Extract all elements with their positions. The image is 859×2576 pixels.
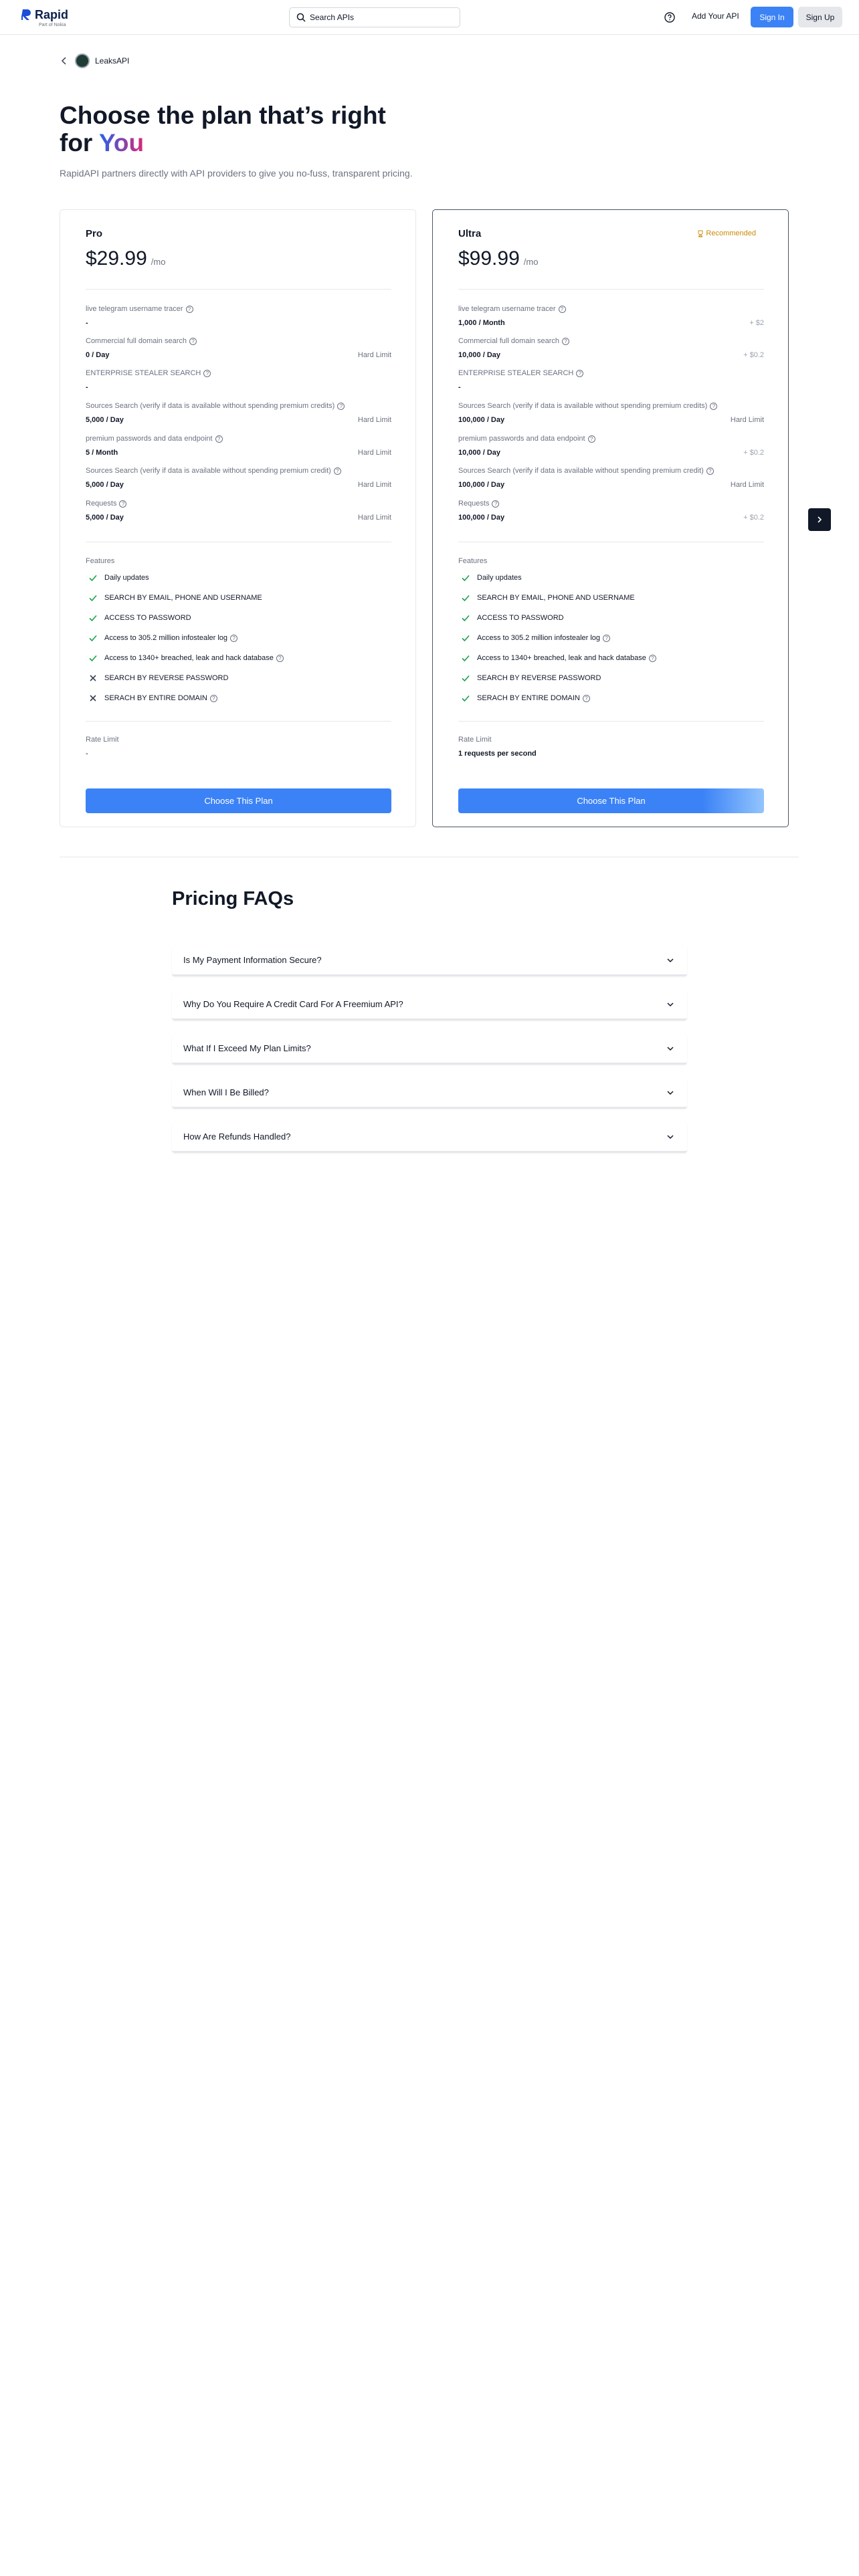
metric-limit: Hard Limit xyxy=(730,416,764,424)
feature-item xyxy=(88,693,217,704)
sign-up-button[interactable]: Sign Up xyxy=(798,7,842,27)
metric-row xyxy=(458,402,764,431)
feature-label: SEARCH BY EMAIL, PHONE AND USERNAME xyxy=(477,594,635,602)
metric-value: 1,000 / Month xyxy=(458,319,505,327)
info-icon[interactable]: ? xyxy=(337,403,345,410)
recommended-badge xyxy=(693,227,760,240)
metric-row xyxy=(458,467,764,496)
trophy-icon xyxy=(697,230,704,237)
faq-title: Pricing FAQs xyxy=(172,888,294,909)
metric-overage: + $2 xyxy=(749,319,764,327)
feature-item xyxy=(88,673,228,683)
check-icon xyxy=(88,653,98,663)
feature-item xyxy=(88,653,284,663)
metric-name: Commercial full domain search xyxy=(86,337,187,345)
info-icon[interactable]: ? xyxy=(562,338,569,345)
metric-value: 5,000 / Day xyxy=(86,481,124,489)
feature-item xyxy=(461,673,601,683)
feature-item xyxy=(88,593,262,603)
metric-value: 10,000 / Day xyxy=(458,449,500,457)
feature-label: SERACH BY ENTIRE DOMAIN xyxy=(104,694,207,702)
chevron-down-icon xyxy=(666,1044,675,1053)
info-icon[interactable]: ? xyxy=(559,306,566,313)
info-icon[interactable]: ? xyxy=(588,435,595,443)
search-input[interactable] xyxy=(289,7,460,27)
feature-item xyxy=(461,613,564,623)
info-icon[interactable]: ? xyxy=(186,306,193,313)
metric-name: Sources Search (verify if data is available without spending premium credit) xyxy=(458,467,704,475)
metric-value: 5,000 / Day xyxy=(86,514,124,522)
metric-overage: + $0.2 xyxy=(743,351,764,359)
rapid-logo[interactable] xyxy=(21,8,69,27)
feature-item xyxy=(88,613,191,623)
info-icon[interactable]: ? xyxy=(334,467,341,475)
info-icon[interactable]: ? xyxy=(119,500,126,508)
feature-label: SEARCH BY REVERSE PASSWORD xyxy=(477,674,601,682)
faq-question: What If I Exceed My Plan Limits? xyxy=(183,1043,311,1053)
check-icon xyxy=(461,653,470,663)
faq-question: How Are Refunds Handled? xyxy=(183,1132,291,1142)
check-icon xyxy=(461,693,470,703)
faq-question: Is My Payment Information Secure? xyxy=(183,955,322,965)
metric-value: - xyxy=(86,383,88,391)
plan-price xyxy=(86,247,165,270)
metric-row xyxy=(458,500,764,529)
price-period: /mo xyxy=(523,257,539,267)
divider xyxy=(458,289,764,290)
info-icon[interactable]: ? xyxy=(230,635,237,642)
brand-tagline: Part of Nokia xyxy=(39,23,66,27)
info-icon[interactable]: ? xyxy=(583,695,590,702)
metric-row xyxy=(458,435,764,464)
feature-label: Daily updates xyxy=(104,574,149,582)
faq-question: Why Do You Require A Credit Card For A Freemium API? xyxy=(183,999,403,1009)
plan-price xyxy=(458,247,538,270)
info-icon[interactable]: ? xyxy=(215,435,223,443)
metric-value: 100,000 / Day xyxy=(458,514,505,522)
feature-label: ACCESS TO PASSWORD xyxy=(104,614,191,622)
next-plan-button[interactable] xyxy=(808,508,831,531)
check-icon xyxy=(88,613,98,623)
feature-label: ACCESS TO PASSWORD xyxy=(477,614,564,622)
rate-limit-title: Rate Limit xyxy=(458,736,492,744)
metric-row xyxy=(458,369,764,399)
search-placeholder: Search APIs xyxy=(310,13,355,22)
info-icon[interactable]: ? xyxy=(706,467,714,475)
metric-value: 0 / Day xyxy=(86,351,110,359)
info-icon[interactable]: ? xyxy=(210,695,217,702)
plan-card-ultra xyxy=(432,209,789,827)
metric-overage: + $0.2 xyxy=(743,449,764,457)
choose-plan-button[interactable]: Choose This Plan xyxy=(458,788,764,813)
metric-name: Sources Search (verify if data is available without spending premium credits) xyxy=(86,402,335,410)
metric-name: premium passwords and data endpoint xyxy=(458,435,585,443)
page-title xyxy=(60,102,434,156)
feature-label: Access to 1340+ breached, leak and hack database xyxy=(104,654,274,662)
metric-limit: Hard Limit xyxy=(357,416,391,424)
metric-name: ENTERPRISE STEALER SEARCH xyxy=(458,369,574,377)
feature-label: Access to 305.2 million infostealer log xyxy=(104,634,228,642)
metric-row xyxy=(86,500,391,529)
metric-name: premium passwords and data endpoint xyxy=(86,435,213,443)
feature-label: Access to 1340+ breached, leak and hack database xyxy=(477,654,646,662)
chevron-left-icon[interactable] xyxy=(59,56,70,66)
brand-name: Rapid xyxy=(35,8,69,21)
metric-name: live telegram username tracer xyxy=(86,305,183,313)
divider xyxy=(86,721,391,722)
metric-value: - xyxy=(458,383,461,391)
metric-value: 5 / Month xyxy=(86,449,118,457)
price-amount: $99.99 xyxy=(458,247,520,270)
faq-item[interactable] xyxy=(172,1078,687,1109)
chevron-down-icon xyxy=(666,956,675,965)
metric-name: Requests xyxy=(458,500,490,508)
metric-name: Commercial full domain search xyxy=(458,337,559,345)
check-icon xyxy=(461,673,470,683)
api-name[interactable]: LeaksAPI xyxy=(95,56,130,66)
feature-item xyxy=(461,653,656,663)
feature-item xyxy=(461,572,522,583)
faq-item[interactable] xyxy=(172,946,687,976)
top-navbar xyxy=(0,0,859,35)
page-subtitle: RapidAPI partners directly with API providers to give you no-fuss, transparent pricing. xyxy=(60,168,413,179)
check-icon xyxy=(461,633,470,643)
features-title: Features xyxy=(86,557,115,565)
metric-limit: Hard Limit xyxy=(357,351,391,359)
plan-name: Pro xyxy=(86,228,103,239)
api-avatar xyxy=(75,53,90,68)
feature-label: SEARCH BY EMAIL, PHONE AND USERNAME xyxy=(104,594,262,602)
metric-name: Sources Search (verify if data is available without spending premium credits) xyxy=(458,402,708,410)
choose-plan-button[interactable]: Choose This Plan xyxy=(86,788,391,813)
metric-value: 5,000 / Day xyxy=(86,416,124,424)
feature-item xyxy=(461,633,610,643)
metric-row xyxy=(86,337,391,366)
divider xyxy=(86,289,391,290)
info-icon[interactable]: ? xyxy=(576,370,583,377)
check-icon xyxy=(88,633,98,643)
chevron-down-icon xyxy=(666,1132,675,1142)
add-your-api-link[interactable]: Add Your API xyxy=(692,11,739,21)
metric-limit: Hard Limit xyxy=(357,514,391,522)
cross-icon xyxy=(88,693,98,703)
info-icon[interactable]: ? xyxy=(603,635,610,642)
metric-name: Requests xyxy=(86,500,117,508)
search-icon xyxy=(296,13,306,22)
title-for: for xyxy=(60,129,99,156)
cross-icon xyxy=(88,673,98,683)
metric-name: Sources Search (verify if data is available without spending premium credit) xyxy=(86,467,331,475)
check-icon xyxy=(461,593,470,603)
metric-row xyxy=(86,369,391,399)
chevron-right-icon xyxy=(816,516,824,524)
price-amount: $29.99 xyxy=(86,247,147,270)
metric-value: 100,000 / Day xyxy=(458,416,505,424)
title-you: You xyxy=(98,129,145,156)
feature-label: Access to 305.2 million infostealer log xyxy=(477,634,601,642)
metric-limit: Hard Limit xyxy=(730,481,764,489)
faq-item[interactable] xyxy=(172,1122,687,1153)
rate-limit-value: - xyxy=(86,750,88,758)
rate-limit-title: Rate Limit xyxy=(86,736,119,744)
metric-value: - xyxy=(86,319,88,327)
metric-row xyxy=(86,435,391,464)
faq-question: When Will I Be Billed? xyxy=(183,1087,269,1097)
check-icon xyxy=(461,573,470,582)
metric-value: 10,000 / Day xyxy=(458,351,500,359)
feature-item xyxy=(88,633,237,643)
info-icon[interactable]: ? xyxy=(649,655,656,662)
metric-overage: + $0.2 xyxy=(743,514,764,522)
metric-row xyxy=(86,402,391,431)
price-period: /mo xyxy=(151,257,166,267)
faq-item[interactable] xyxy=(172,1034,687,1065)
feature-label: SERACH BY ENTIRE DOMAIN xyxy=(477,694,580,702)
metric-value: 100,000 / Day xyxy=(458,481,505,489)
info-icon[interactable]: ? xyxy=(203,370,211,377)
metric-name: ENTERPRISE STEALER SEARCH xyxy=(86,369,201,377)
divider xyxy=(458,721,764,722)
metric-limit: Hard Limit xyxy=(357,481,391,489)
metric-row xyxy=(458,305,764,334)
metric-name: live telegram username tracer xyxy=(458,305,556,313)
info-icon[interactable]: ? xyxy=(710,403,717,410)
features-title: Features xyxy=(458,557,488,565)
feature-item xyxy=(461,593,635,603)
feature-item xyxy=(88,572,149,583)
chevron-down-icon xyxy=(666,1000,675,1009)
sign-in-button[interactable]: Sign In xyxy=(751,7,793,27)
info-icon[interactable]: ? xyxy=(276,655,284,662)
plan-name: Ultra xyxy=(458,228,482,239)
metric-row xyxy=(458,337,764,366)
metric-limit: Hard Limit xyxy=(357,449,391,457)
feature-item xyxy=(461,693,590,704)
rapid-logo-icon xyxy=(21,8,32,21)
title-line-1: Choose the plan that’s right xyxy=(60,102,386,129)
feature-label: Daily updates xyxy=(477,574,522,582)
plan-card-pro xyxy=(60,209,416,827)
info-icon[interactable]: ? xyxy=(492,500,499,508)
breadcrumb xyxy=(59,53,129,68)
feature-label: SEARCH BY REVERSE PASSWORD xyxy=(104,674,229,682)
metric-row xyxy=(86,305,391,334)
faq-item[interactable] xyxy=(172,990,687,1021)
badge-label: Recommended xyxy=(706,229,756,237)
check-icon xyxy=(88,593,98,603)
metric-row xyxy=(86,467,391,496)
check-icon xyxy=(461,613,470,623)
rate-limit-value: 1 requests per second xyxy=(458,750,537,758)
chevron-down-icon xyxy=(666,1088,675,1097)
help-icon[interactable] xyxy=(664,11,676,23)
info-icon[interactable]: ? xyxy=(189,338,197,345)
check-icon xyxy=(88,573,98,582)
